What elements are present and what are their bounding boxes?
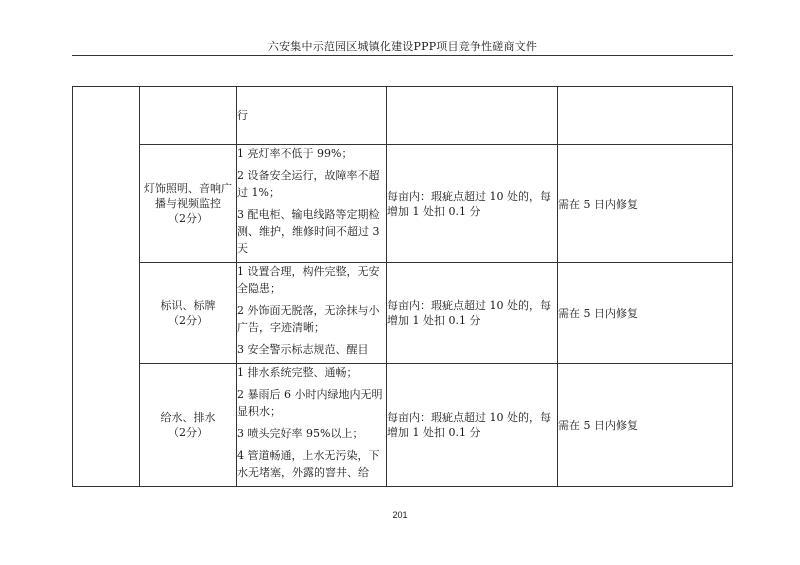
standard-line: 1 设置合理，构件完整，无安全隐患； (237, 265, 380, 295)
table-row (73, 263, 733, 364)
deduction-cell: 每亩内：瑕疵点超过 10 处的，每增加 1 处扣 0.1 分 (387, 364, 558, 487)
item-cell (140, 87, 237, 145)
category-cell (73, 87, 140, 487)
standard-cell (237, 364, 387, 487)
table-row (73, 145, 733, 263)
standard-line: 2 外饰面无脱落，无涂抹与小广告，字迹清晰； (237, 304, 380, 334)
page-number: 201 (392, 510, 408, 520)
standard-line: 1 排水系统完整、通畅； (237, 366, 358, 379)
table-row (73, 364, 733, 487)
repair-cell (558, 87, 733, 145)
item-score: （2分） (168, 314, 208, 327)
deduction-cell: 每亩内：瑕疵点超过 10 处的，每增加 1 处扣 0.1 分 (387, 145, 558, 263)
repair-cell: 需在 5 日内修复 (558, 263, 733, 364)
item-cell (140, 263, 237, 364)
standard-line: 行 (237, 108, 248, 122)
item-name: 标识、标牌 (160, 299, 216, 312)
standard-cell (237, 263, 387, 364)
repair-cell: 需在 5 日内修复 (558, 364, 733, 487)
item-name: 给水、排水 (160, 411, 216, 424)
table-row (73, 87, 733, 145)
deduction-cell (387, 87, 558, 145)
standard-line: 1 亮灯率不低于 99%； (237, 147, 353, 160)
header-rule (72, 55, 733, 56)
standard-line: 3 配电柜、输电线路等定期检测、维护，维修时间不超过 3天 (237, 208, 380, 255)
document-header: 六安集中示范园区城镇化建设PPP项目竞争性磋商文件 (267, 40, 538, 53)
item-name: 灯饰照明、音响广播与视频监控 (144, 182, 232, 210)
maintenance-standards-table (72, 86, 733, 487)
repair-cell: 需在 5 日内修复 (558, 145, 733, 263)
standard-line: 3 喷头完好率 95%以上； (237, 427, 364, 440)
standard-line: 4 管道畅通，上水无污染，下水无堵塞，外露的窨井、给 (237, 449, 380, 479)
standard-line: 3 安全警示标志规范、醒目 (237, 343, 369, 356)
standard-line: 2 暴雨后 6 小时内绿地内无明显积水； (237, 388, 383, 418)
standard-cell (237, 87, 387, 145)
item-cell (140, 145, 237, 263)
item-cell (140, 364, 237, 487)
standard-cell (237, 145, 387, 263)
item-score: （2分） (168, 212, 208, 225)
deduction-cell: 每亩内：瑕疵点超过 10 处的，每增加 1 处扣 0.1 分 (387, 263, 558, 364)
item-score: （2分） (168, 426, 208, 439)
standard-line: 2 设备安全运行，故障率不超过 1%； (237, 169, 380, 199)
